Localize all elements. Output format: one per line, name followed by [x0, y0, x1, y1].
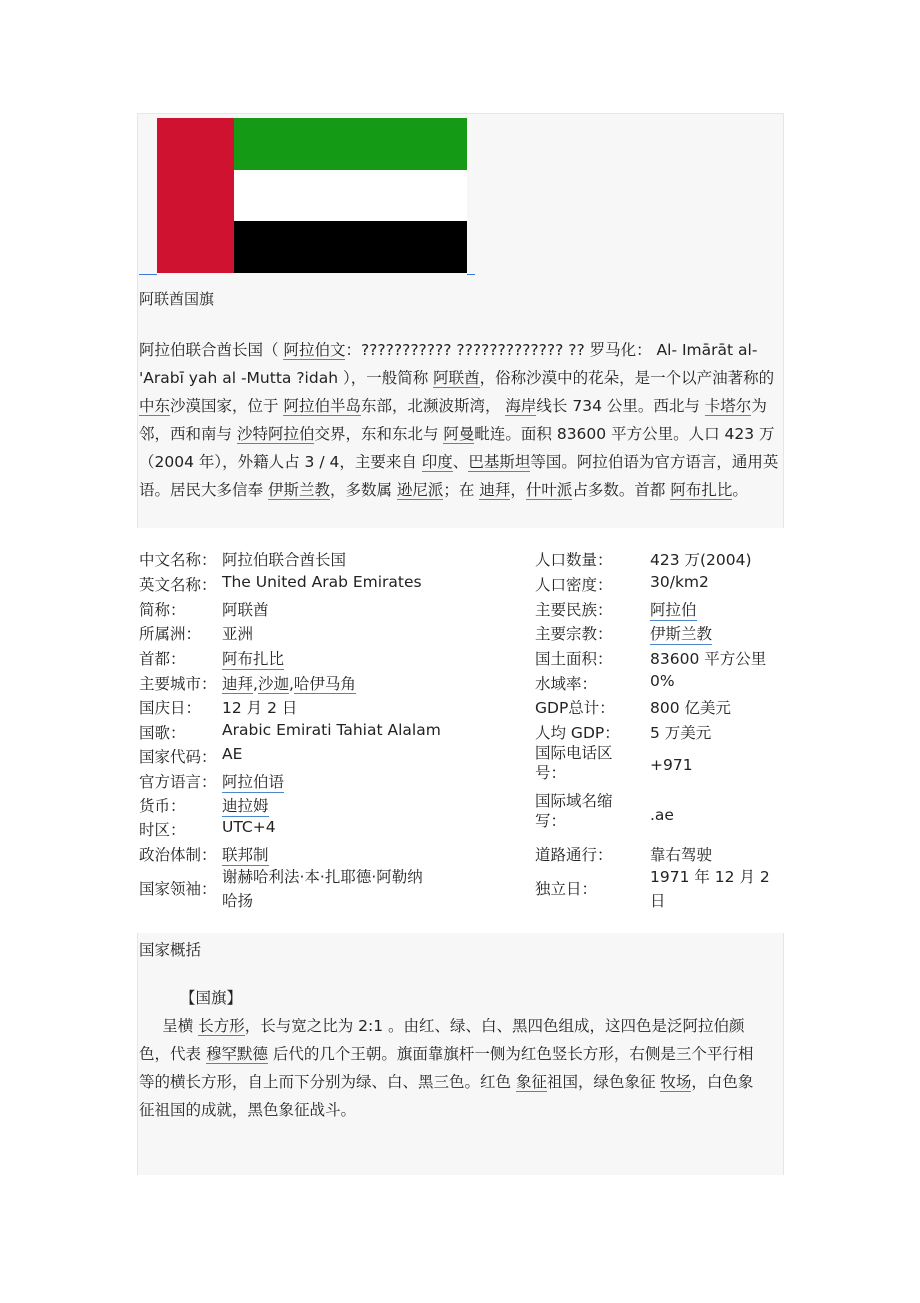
info-value: 83600 平方公里: [650, 650, 767, 668]
uae-flag-image[interactable]: [157, 118, 467, 273]
link-islam[interactable]: 伊斯兰教: [267, 481, 330, 499]
info-value: 0%: [650, 672, 675, 690]
intro-paragraph: 阿拉伯联合酋长国（ 阿拉伯文：??????????? ????????????? ?? 罗马化： Al- Imārāt al- 'Arabī yah al -Mutta ?idah ），一般简称 阿联酋，俗称沙漠中的花朵，是一个以产油著称的 中东沙漠国家，位于 阿拉伯半岛东部，北濒波斯湾， 海岸线长 734 公里。西北与 卡塔尔为邻，西和南与 沙特阿拉伯交界，东和东北与 阿曼毗连。面积 83600 平方公里。人口 423 万（2004 年），外籍人占 3 / 4，主要来自 印度、巴基斯坦等国。阿拉伯语为官方语言，通用英语。居民大多信奉 伊斯兰教，多数属 逊尼派；在 迪拜，什叶派占多数。首都 阿布扎比。: [139, 341, 779, 499]
link-saudi-arabia[interactable]: 沙特阿拉伯: [236, 425, 315, 443]
info-label: 国家代码：: [139, 748, 217, 766]
flag-link-underline: [467, 274, 475, 275]
link-federation[interactable]: 联邦制: [222, 843, 269, 866]
info-label: 人口数量：: [535, 551, 613, 569]
info-label: 主要民族：: [535, 601, 613, 619]
info-label: 国土面积：: [535, 650, 613, 668]
info-value: The United Arab Emirates: [222, 573, 422, 591]
info-label: 英文名称：: [139, 576, 217, 594]
flag-green-band: [234, 118, 467, 170]
link-arab-people[interactable]: 阿拉伯: [650, 598, 697, 621]
info-value: +971: [650, 756, 693, 774]
info-label: 国家领袖：: [139, 880, 217, 898]
info-label: 首都：: [139, 650, 186, 668]
link-dubai[interactable]: 迪拜: [479, 481, 511, 499]
info-label: 道路通行：: [535, 846, 613, 864]
link-arabic[interactable]: 阿拉伯文: [283, 341, 346, 359]
section-title: 国家概括: [139, 941, 202, 959]
link-oman[interactable]: 阿曼: [443, 425, 475, 443]
link-muhammad[interactable]: 穆罕默德: [205, 1045, 268, 1063]
flag-section-heading: 【国旗】: [180, 989, 243, 1007]
info-label: GDP总计：: [535, 699, 615, 717]
link-sunni[interactable]: 逊尼派: [396, 481, 444, 499]
link-dirham[interactable]: 迪拉姆: [222, 794, 269, 817]
flag-red-band: [157, 118, 234, 273]
info-label: 政治体制：: [139, 846, 217, 864]
link-arabian-peninsula[interactable]: 阿拉伯半岛: [283, 397, 361, 415]
info-label: 所属洲：: [139, 625, 202, 643]
info-value: 5 万美元: [650, 724, 712, 742]
flag-link-underline: [139, 274, 157, 275]
link-pasture[interactable]: 牧场: [660, 1073, 692, 1091]
info-label: 中文名称：: [139, 551, 217, 569]
info-label: 时区：: [139, 821, 186, 839]
info-label: 主要宗教：: [535, 625, 613, 643]
info-value: 1971 年 12 月 2 日: [650, 868, 770, 910]
link-arabic-language[interactable]: 阿拉伯语: [222, 770, 284, 793]
link-city-sharjah[interactable]: 沙迦: [257, 675, 289, 693]
flag-section-body: 呈横 长方形，长与宽之比为 2:1 。由红、绿、白、黑四色组成，这四色是泛阿拉伯颜色，代表 穆罕默德 后代的几个王朝。旗面靠旗杆一侧为红色竖长方形，右侧是三个平行相等的横长方形，自上而下分别为绿、白、黑三色。红色 象征祖国，绿色象征 牧场，白色象征祖国的成就，黑色象征战斗。: [139, 1017, 754, 1119]
info-label: 简称：: [139, 601, 186, 619]
info-value: 800 亿美元: [650, 699, 732, 717]
info-value: 阿拉伯联合酋长国: [222, 551, 347, 569]
flag-caption: 阿联酋国旗: [139, 290, 215, 308]
info-label: 人均 GDP：: [535, 724, 620, 742]
link-city-ras-al-khaimah[interactable]: 哈伊马角: [293, 675, 356, 693]
link-qatar[interactable]: 卡塔尔: [704, 397, 752, 415]
info-label: 官方语言：: [139, 773, 217, 791]
flag-white-band: [234, 170, 467, 221]
info-value: Arabic Emirati Tahiat Alalam: [222, 721, 441, 739]
info-value: 谢赫哈利法·本·扎耶德·阿勒纳 哈扬: [222, 868, 423, 910]
info-label: 国际域名缩 写：: [535, 792, 613, 830]
info-label: 国歌：: [139, 724, 186, 742]
info-value: 12 月 2 日: [222, 699, 298, 717]
info-value: 423 万(2004): [650, 551, 752, 569]
info-value: AE: [222, 745, 243, 763]
info-label: 人口密度：: [535, 576, 613, 594]
link-coast[interactable]: 海岸: [505, 397, 537, 415]
info-value: 迪拜,沙迦,哈伊马角: [222, 675, 356, 693]
flag-black-band: [234, 221, 467, 273]
info-value: .ae: [650, 806, 674, 824]
info-label: 国际电话区 号：: [535, 744, 613, 782]
link-capital[interactable]: 阿布扎比: [222, 647, 284, 670]
info-value: 靠右驾驶: [650, 846, 713, 864]
info-label: 国庆日：: [139, 699, 202, 717]
info-label: 独立日：: [535, 880, 598, 898]
link-rectangle[interactable]: 长方形: [198, 1017, 245, 1035]
info-label: 主要城市：: [139, 675, 217, 693]
info-value: 亚洲: [222, 625, 254, 643]
info-value: UTC+4: [222, 818, 276, 836]
info-label: 货币：: [139, 797, 186, 815]
link-shia[interactable]: 什叶派: [525, 481, 573, 499]
info-value: 阿联酋: [222, 601, 269, 619]
info-label: 水域率：: [535, 675, 598, 693]
link-symbol[interactable]: 象征: [515, 1073, 547, 1091]
link-india[interactable]: 印度: [421, 453, 453, 471]
info-value: 30/km2: [650, 573, 709, 591]
link-pakistan[interactable]: 巴基斯坦: [468, 453, 531, 471]
link-abu-dhabi[interactable]: 阿布扎比: [670, 481, 733, 499]
link-uae[interactable]: 阿联酋: [433, 369, 480, 387]
link-religion-islam[interactable]: 伊斯兰教: [650, 622, 712, 645]
link-middle-east[interactable]: 中东: [139, 397, 171, 415]
link-city-dubai[interactable]: 迪拜: [222, 675, 254, 693]
